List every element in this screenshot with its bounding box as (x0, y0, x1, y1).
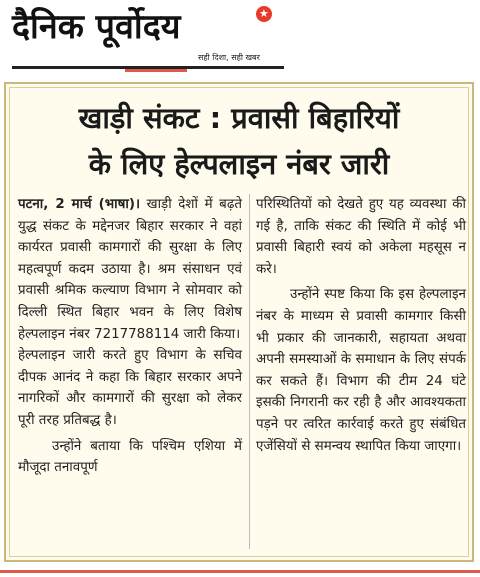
article-column-right (256, 194, 466, 457)
masthead-accent-bar (125, 69, 187, 72)
paragraph: परिस्थितियों को देखते हुए यह व्यवस्था की गई है, ताकि संकट की स्थिति में कोई भी प्रवासी बिहारी स्वयं को अकेला महसूस न करे। (256, 197, 466, 277)
dateline: पटना, 2 मार्च (भाषा)। (18, 197, 141, 212)
headline-line-2: के लिए हेल्पलाइन नंबर जारी (88, 147, 390, 181)
paragraph: उन्होंने स्पष्ट किया कि इस हेल्पलाइन नंबर के माध्यम से प्रवासी कामगार किसी भी प्रकार की जानकारी, सहायता अथवा अपनी समस्याओं के समाधान के लिए संपर्क कर सकते हैं। विभाग की टीम 24 घंटे इसकी निगरानी कर रही है और आवश्यकता पड़ने पर त्वरित कार्रवाई करते हुए संबंधित एजेंसियों से समन्वय स्थापित किया जाएगा। (256, 287, 466, 454)
newspaper-logo: दैनिक पूर्वोदय (12, 7, 181, 47)
headline-line-1: खाड़ी संकट : प्रवासी बिहारियों (78, 101, 400, 135)
star-icon: ★ (259, 7, 269, 20)
footer-rule (0, 570, 480, 573)
paragraph-text: खाड़ी देशों में बढ़ते युद्ध संकट के मद्देनजर बिहार सरकार ने वहां कार्यरत प्रवासी कामगारों की सुरक्षा के लिए महत्वपूर्ण कदम उठाया है। श्रम संसाधन एवं प्रवासी श्रमिक कल्याण विभाग ने सोमवार को दिल्ली स्थित बिहार भवन के लिए विशेष हेल्पलाइन नंबर 7217788114 जारी किया। (18, 197, 242, 342)
article-column-left (18, 194, 242, 479)
paragraph (18, 194, 242, 345)
paragraph: उन्होंने बताया कि पश्चिम एशिया में मौजूदा तनावपूर्ण (18, 438, 242, 476)
column-divider (249, 194, 250, 549)
news-article (4, 82, 474, 562)
tagline: सही दिशा, सही खबर (198, 53, 260, 62)
masthead (0, 0, 480, 72)
paragraph: हेल्पलाइन जारी करते हुए विभाग के सचिव दीपक आनंद ने कहा कि बिहार सरकार अपने नागरिकों और कामगारों की सुरक्षा को लेकर पूरी तरह प्रतिबद्ध है। (18, 348, 242, 428)
